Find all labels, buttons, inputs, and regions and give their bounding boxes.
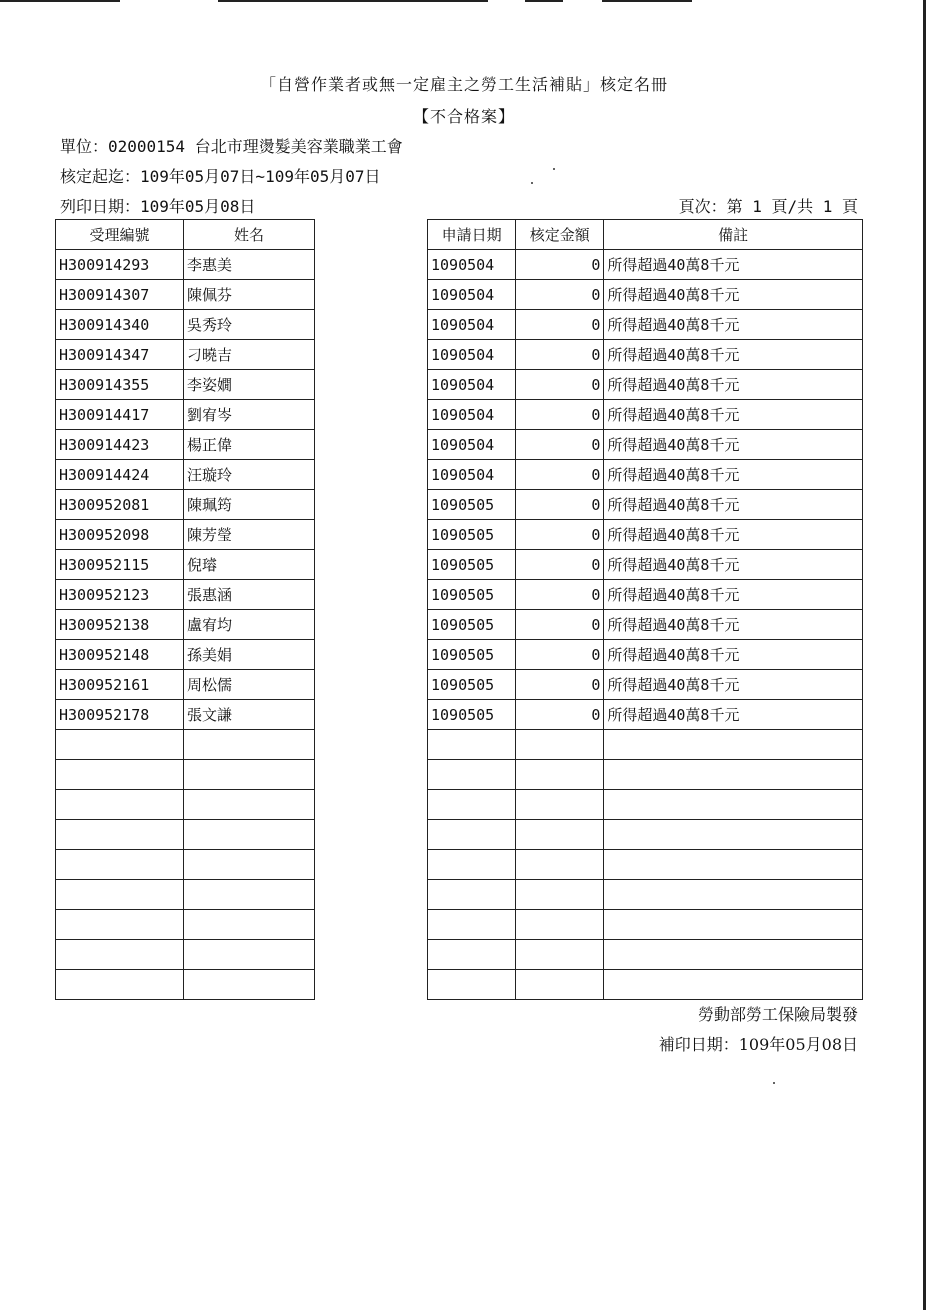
empty-table-row bbox=[428, 760, 863, 790]
table-cell: 0 bbox=[516, 550, 604, 580]
scan-artifact-right-edge bbox=[923, 0, 926, 1310]
table-cell: 楊正偉 bbox=[184, 430, 315, 460]
table-row bbox=[428, 520, 863, 550]
table-row bbox=[428, 250, 863, 280]
table-cell: 所得超過40萬8千元 bbox=[604, 700, 863, 730]
table-cell bbox=[516, 850, 604, 880]
table-cell: 0 bbox=[516, 460, 604, 490]
table-cell: 所得超過40萬8千元 bbox=[604, 460, 863, 490]
table-cell: H300952123 bbox=[56, 580, 184, 610]
table-cell bbox=[604, 820, 863, 850]
table-cell: 所得超過40萬8千元 bbox=[604, 250, 863, 280]
table-row bbox=[56, 520, 315, 550]
table-cell bbox=[184, 970, 315, 1000]
table-cell: 所得超過40萬8千元 bbox=[604, 610, 863, 640]
table-cell: 1090504 bbox=[428, 430, 516, 460]
table-cell: 1090504 bbox=[428, 280, 516, 310]
table-row bbox=[56, 430, 315, 460]
unit-line: 單位：02000154 台北市理燙髮美容業職業工會 bbox=[60, 137, 403, 156]
header-name: 姓名 bbox=[184, 220, 315, 250]
table-cell: 0 bbox=[516, 670, 604, 700]
table-row bbox=[428, 400, 863, 430]
table-row bbox=[56, 460, 315, 490]
table-cell: 1090505 bbox=[428, 580, 516, 610]
table-cell: 1090505 bbox=[428, 520, 516, 550]
table-row bbox=[428, 610, 863, 640]
table-cell: 劉宥岑 bbox=[184, 400, 315, 430]
table-cell: H300952098 bbox=[56, 520, 184, 550]
table-cell bbox=[56, 790, 184, 820]
document-title: 「自營作業者或無一定雇主之勞工生活補貼」核定名冊 bbox=[259, 75, 668, 94]
table-cell: 0 bbox=[516, 250, 604, 280]
table-cell: 0 bbox=[516, 610, 604, 640]
table-row bbox=[428, 310, 863, 340]
table-cell bbox=[516, 910, 604, 940]
table-cell: 所得超過40萬8千元 bbox=[604, 280, 863, 310]
table-cell: 所得超過40萬8千元 bbox=[604, 550, 863, 580]
table-cell: H300914424 bbox=[56, 460, 184, 490]
scan-speck bbox=[531, 182, 533, 184]
table-cell: 所得超過40萬8千元 bbox=[604, 370, 863, 400]
table-cell bbox=[604, 880, 863, 910]
empty-table-row bbox=[56, 730, 315, 760]
table-cell: 1090505 bbox=[428, 610, 516, 640]
table-cell bbox=[428, 970, 516, 1000]
table-cell: 1090504 bbox=[428, 370, 516, 400]
table-cell bbox=[56, 820, 184, 850]
table-cell: 陳珮筠 bbox=[184, 490, 315, 520]
table-cell: H300914417 bbox=[56, 400, 184, 430]
empty-table-row bbox=[56, 910, 315, 940]
table-cell: H300914340 bbox=[56, 310, 184, 340]
table-cell: 0 bbox=[516, 580, 604, 610]
table-cell: 1090505 bbox=[428, 640, 516, 670]
table-cell bbox=[184, 880, 315, 910]
table-cell bbox=[184, 850, 315, 880]
empty-table-row bbox=[428, 790, 863, 820]
empty-table-row bbox=[56, 790, 315, 820]
table-row bbox=[56, 580, 315, 610]
table-cell: H300914307 bbox=[56, 280, 184, 310]
scan-speck bbox=[773, 1082, 775, 1084]
table-cell bbox=[428, 730, 516, 760]
table-cell: 1090504 bbox=[428, 310, 516, 340]
table-cell bbox=[56, 730, 184, 760]
table-row bbox=[428, 580, 863, 610]
table-row bbox=[428, 370, 863, 400]
table-row bbox=[56, 250, 315, 280]
page-info: 頁次：第 1 頁/共 1 頁 bbox=[678, 197, 858, 216]
table-cell bbox=[428, 880, 516, 910]
table-cell bbox=[184, 730, 315, 760]
table-cell bbox=[516, 970, 604, 1000]
scan-artifact-top-line bbox=[218, 0, 488, 2]
table-row bbox=[428, 460, 863, 490]
table-cell: 周松儒 bbox=[184, 670, 315, 700]
table-cell: 所得超過40萬8千元 bbox=[604, 430, 863, 460]
header-application-date: 申請日期 bbox=[428, 220, 516, 250]
table-cell: H300914355 bbox=[56, 370, 184, 400]
table-cell: 刁曉吉 bbox=[184, 340, 315, 370]
table-cell bbox=[604, 940, 863, 970]
issuer-line: 勞動部勞工保險局製發 bbox=[697, 1005, 858, 1024]
empty-table-row bbox=[428, 880, 863, 910]
table-cell bbox=[516, 730, 604, 760]
table-row bbox=[428, 340, 863, 370]
table-cell: H300914423 bbox=[56, 430, 184, 460]
table-cell bbox=[56, 970, 184, 1000]
table-cell: 0 bbox=[516, 310, 604, 340]
table-cell: 所得超過40萬8千元 bbox=[604, 670, 863, 700]
table-row bbox=[428, 280, 863, 310]
table-cell bbox=[56, 760, 184, 790]
empty-table-row bbox=[428, 940, 863, 970]
table-row bbox=[56, 550, 315, 580]
table-cell: 0 bbox=[516, 400, 604, 430]
empty-table-row bbox=[56, 970, 315, 1000]
header-case-number: 受理編號 bbox=[56, 220, 184, 250]
scan-speck bbox=[553, 168, 555, 170]
print-date-line: 列印日期：109年05月08日 bbox=[60, 197, 256, 216]
table-cell bbox=[184, 820, 315, 850]
table-cell bbox=[428, 820, 516, 850]
table-cell: 李惠美 bbox=[184, 250, 315, 280]
table-cell bbox=[516, 820, 604, 850]
table-row bbox=[56, 640, 315, 670]
table-cell: 李姿嫺 bbox=[184, 370, 315, 400]
table-cell: 0 bbox=[516, 340, 604, 370]
table-cell: 0 bbox=[516, 640, 604, 670]
table-cell: 0 bbox=[516, 490, 604, 520]
table-cell: 所得超過40萬8千元 bbox=[604, 490, 863, 520]
table-cell: 0 bbox=[516, 430, 604, 460]
table-cell bbox=[604, 790, 863, 820]
table-cell bbox=[56, 940, 184, 970]
table-row bbox=[56, 340, 315, 370]
table-cell: 所得超過40萬8千元 bbox=[604, 580, 863, 610]
header-approved-amount: 核定金額 bbox=[516, 220, 604, 250]
scan-artifact-top-line bbox=[0, 0, 120, 2]
table-cell: 1090505 bbox=[428, 490, 516, 520]
table-cell: 0 bbox=[516, 700, 604, 730]
decision-table bbox=[427, 219, 863, 1000]
table-cell bbox=[516, 880, 604, 910]
empty-table-row bbox=[56, 850, 315, 880]
table-cell bbox=[604, 730, 863, 760]
table-row bbox=[56, 490, 315, 520]
table-cell: 孫美娟 bbox=[184, 640, 315, 670]
table-cell: H300952178 bbox=[56, 700, 184, 730]
empty-table-row bbox=[56, 820, 315, 850]
table-cell: H300952138 bbox=[56, 610, 184, 640]
empty-table-row bbox=[428, 910, 863, 940]
table-cell: H300952148 bbox=[56, 640, 184, 670]
empty-table-row bbox=[428, 850, 863, 880]
table-cell: 盧宥均 bbox=[184, 610, 315, 640]
table-cell: 1090505 bbox=[428, 700, 516, 730]
table-row bbox=[56, 280, 315, 310]
table-row bbox=[428, 670, 863, 700]
empty-table-row bbox=[56, 880, 315, 910]
table-cell: 1090505 bbox=[428, 670, 516, 700]
table-cell: 1090505 bbox=[428, 550, 516, 580]
table-cell bbox=[604, 970, 863, 1000]
table-cell: 所得超過40萬8千元 bbox=[604, 310, 863, 340]
empty-table-row bbox=[56, 940, 315, 970]
table-cell bbox=[428, 850, 516, 880]
table-row bbox=[428, 700, 863, 730]
empty-table-row bbox=[56, 760, 315, 790]
table-row bbox=[428, 490, 863, 520]
table-cell: 1090504 bbox=[428, 460, 516, 490]
table-row bbox=[428, 430, 863, 460]
document-subtitle: 【不合格案】 bbox=[412, 107, 515, 126]
table-cell: H300952115 bbox=[56, 550, 184, 580]
table-cell bbox=[516, 790, 604, 820]
table-cell: 所得超過40萬8千元 bbox=[604, 340, 863, 370]
table-cell: H300914293 bbox=[56, 250, 184, 280]
table-cell bbox=[604, 760, 863, 790]
table-cell bbox=[56, 880, 184, 910]
table-cell: 吳秀玲 bbox=[184, 310, 315, 340]
table-cell bbox=[516, 940, 604, 970]
empty-table-row bbox=[428, 820, 863, 850]
table-row bbox=[428, 640, 863, 670]
table-row bbox=[56, 400, 315, 430]
table-cell bbox=[184, 940, 315, 970]
table-cell: 1090504 bbox=[428, 340, 516, 370]
table-row bbox=[56, 310, 315, 340]
period-line: 核定起迄：109年05月07日~109年05月07日 bbox=[60, 167, 381, 186]
table-cell: 0 bbox=[516, 520, 604, 550]
table-cell: H300952081 bbox=[56, 490, 184, 520]
scan-artifact-top-line bbox=[525, 0, 563, 2]
table-cell: 1090504 bbox=[428, 400, 516, 430]
table-cell: 張惠涵 bbox=[184, 580, 315, 610]
table-cell: 張文謙 bbox=[184, 700, 315, 730]
empty-table-row bbox=[428, 730, 863, 760]
table-cell bbox=[604, 850, 863, 880]
table-cell: 陳芳瑩 bbox=[184, 520, 315, 550]
table-cell bbox=[184, 910, 315, 940]
table-cell: 倪璿 bbox=[184, 550, 315, 580]
applicant-table bbox=[55, 219, 315, 1000]
table-cell: 汪璇玲 bbox=[184, 460, 315, 490]
table-cell bbox=[184, 790, 315, 820]
table-row bbox=[428, 550, 863, 580]
table-cell bbox=[56, 850, 184, 880]
table-row bbox=[56, 370, 315, 400]
table-header-row bbox=[428, 220, 863, 250]
table-cell bbox=[428, 760, 516, 790]
table-cell bbox=[428, 790, 516, 820]
table-cell bbox=[428, 910, 516, 940]
table-cell bbox=[604, 910, 863, 940]
table-cell: 1090504 bbox=[428, 250, 516, 280]
table-row bbox=[56, 670, 315, 700]
table-cell: 0 bbox=[516, 370, 604, 400]
table-row bbox=[56, 700, 315, 730]
scan-artifact-top-line bbox=[602, 0, 692, 2]
table-cell bbox=[56, 910, 184, 940]
reprint-date-line: 補印日期：109年05月08日 bbox=[658, 1035, 858, 1054]
table-cell: H300914347 bbox=[56, 340, 184, 370]
table-cell bbox=[184, 760, 315, 790]
table-header-row bbox=[56, 220, 315, 250]
table-cell bbox=[516, 760, 604, 790]
table-cell: 所得超過40萬8千元 bbox=[604, 520, 863, 550]
table-cell: 陳佩芬 bbox=[184, 280, 315, 310]
header-remarks: 備註 bbox=[604, 220, 863, 250]
table-cell: 所得超過40萬8千元 bbox=[604, 640, 863, 670]
table-cell: 0 bbox=[516, 280, 604, 310]
table-cell bbox=[428, 940, 516, 970]
empty-table-row bbox=[428, 970, 863, 1000]
table-cell: H300952161 bbox=[56, 670, 184, 700]
table-cell: 所得超過40萬8千元 bbox=[604, 400, 863, 430]
table-row bbox=[56, 610, 315, 640]
